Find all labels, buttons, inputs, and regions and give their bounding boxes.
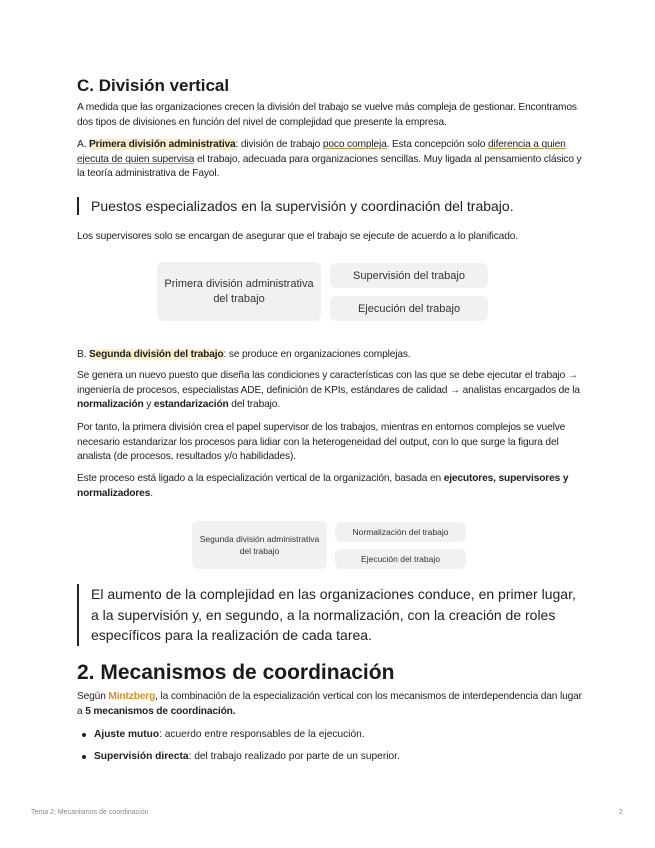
paragraph-b3 <box>77 472 582 501</box>
b3-bold: ejecutores, supervisores y normalizadores <box>77 473 569 499</box>
paragraph-b1 <box>77 369 582 413</box>
intro-bold: 5 mecanismos de coordinación. <box>85 705 236 717</box>
a-underline-2: diferencia a quien ejecuta de quien supervisa <box>77 139 566 165</box>
b-rest: : se produce en organizaciones complejas. <box>223 349 411 360</box>
diagram2-bottom-box: Ejecución del trabajo <box>335 549 466 569</box>
list-item <box>77 728 400 750</box>
b1-end: del trabajo. <box>228 399 280 410</box>
b1-text: Se genera un nuevo puesto que diseña las condiciones y características con las que se debe ejecutar el trabajo → ingeniería de procesos, especialistas ADE, definición de KPIs, estándares de calidad → analistas encargados de la <box>77 370 580 396</box>
page-number: 2 <box>619 809 623 816</box>
b1-and: y <box>143 399 154 410</box>
a-prefix: A. <box>77 139 90 150</box>
a-term: Primera división administrativa <box>89 139 236 150</box>
b1-bold-1: normalización <box>77 399 144 410</box>
bullet-text: : del trabajo realizado por parte de un superior. <box>188 751 400 762</box>
bullet-term: Ajuste mutuo <box>94 729 160 740</box>
intro-b: , la combinación de la especialización vertical con los mecanismos de interdependencia dan lugar a <box>77 691 582 717</box>
intro-paragraph: A medida que las organizaciones crecen la división del trabajo se vuelve más compleja de gestionar. Encontramos dos tipos de divisiones en función del nivel de complejidad que presente la empresa. <box>77 102 577 128</box>
diagram1-bottom-box: Ejecución del trabajo <box>330 296 488 321</box>
diagram1-top-box: Supervisión del trabajo <box>330 263 488 288</box>
mechanisms-list <box>77 728 400 772</box>
bullet-term: Supervisión directa <box>94 751 189 762</box>
mintzberg-name: Mintzberg <box>108 691 156 702</box>
footer-title: Tema 2: Mecanismos de coordinación <box>31 809 149 816</box>
intro-a: Según <box>77 691 109 702</box>
quote-1: Puestos especializados en la supervisión y coordinación del trabajo. <box>77 197 514 215</box>
b3-end: . <box>150 487 153 499</box>
bullet-text: : acuerdo entre responsables de la ejecución. <box>159 729 365 740</box>
diagram1-left-box: Primera división administrativa del trabajo <box>157 262 321 321</box>
a-underline-1: poco compleja <box>322 139 387 150</box>
section-2-intro <box>77 690 582 719</box>
paragraph-b2: Por tanto, la primera división crea el papel supervisor de los trabajos, mientras en entornos complejos se vuelve necesario estandarizar los procesos para lidiar con la heterogeneidad del output, con lo que surge la figura del analista (de procesos, resultados y/o habilidades). <box>77 422 566 462</box>
paragraph-a <box>77 138 582 182</box>
b-prefix: B. <box>77 349 90 360</box>
quote-2: El aumento de la complejidad en las organizaciones conduce, en primer lugar, a la supervisión y, en segundo, a la normalización, con la creación de roles específicos para la realización de cada tarea. <box>77 584 579 646</box>
section-2-title: 2. Mecanismos de coordinación <box>77 661 395 684</box>
b-term: Segunda división del trabajo <box>89 349 224 360</box>
diagram2-top-box: Normalización del trabajo <box>335 522 466 542</box>
a-mid: . Esta concepción solo <box>386 139 488 150</box>
b1-bold-2: estandarización <box>153 399 229 410</box>
b3-text: Este proceso está ligado a la especialización vertical de la organización, basada en <box>77 473 444 484</box>
a-colon: : división de trabajo <box>235 139 323 150</box>
paragraph-b <box>77 348 582 363</box>
section-title: C. División vertical <box>77 76 230 95</box>
a-rest: el trabajo, adecuada para organizaciones sencillas. Muy ligada al pensamiento clásico y la teoría administrativa de Fayol. <box>77 153 582 179</box>
supervisors-paragraph: Los supervisores solo se encargan de asegurar que el trabajo se ejecute de acuerdo a lo planificado. <box>77 231 518 242</box>
list-item <box>77 750 400 772</box>
diagram2-left-box: Segunda división administrativa del trabajo <box>192 521 327 569</box>
